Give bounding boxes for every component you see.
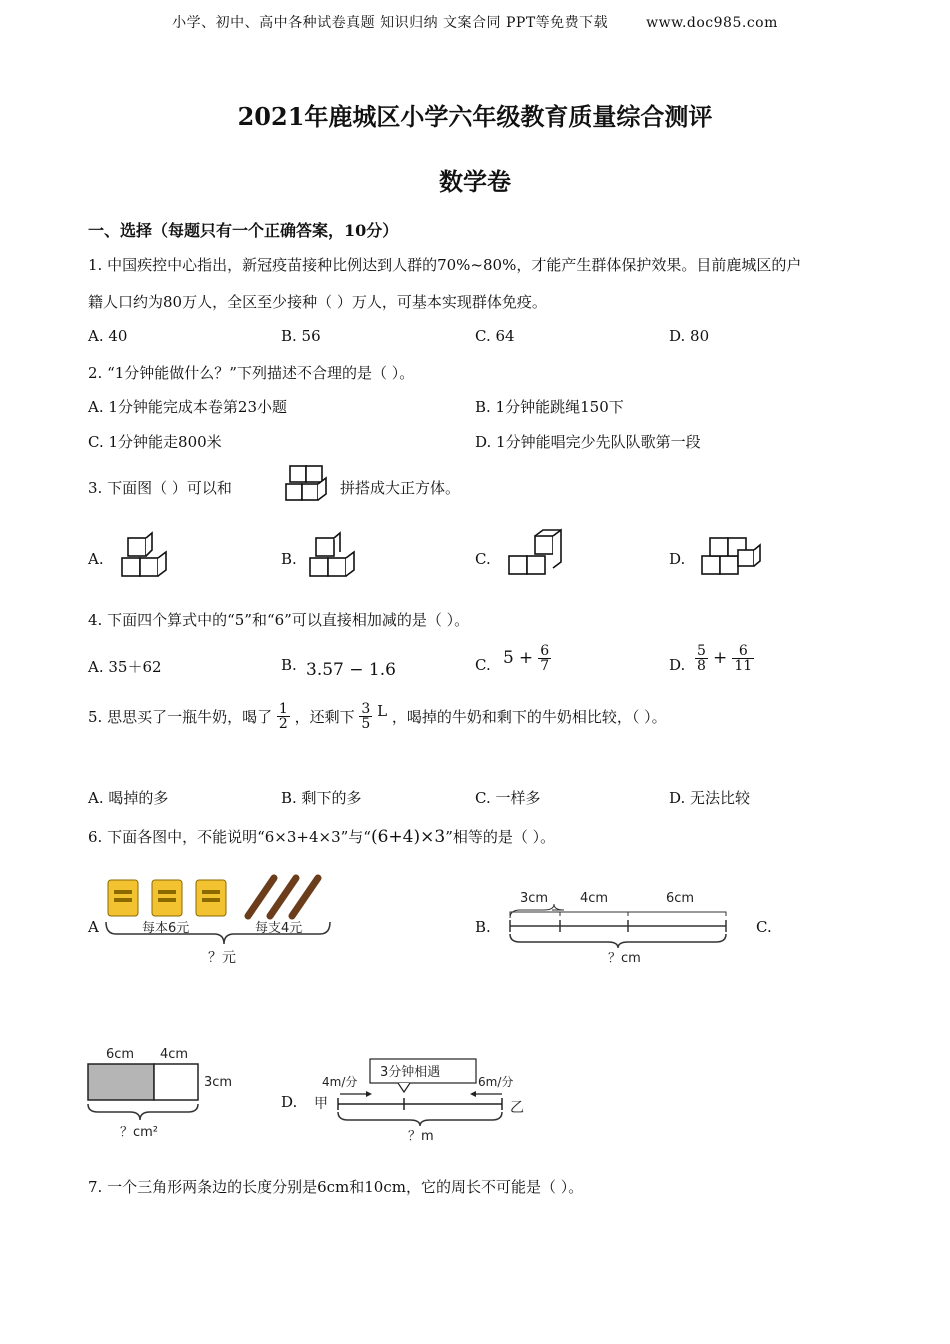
pen-icons — [248, 878, 318, 916]
question-1-line2: 籍人口约为80万人，全区至少接种（ ）万人，可基本实现群体免疫。 — [88, 293, 547, 311]
cube-shape-option-a — [118, 530, 174, 580]
d-left-name: 甲 — [314, 1096, 328, 1112]
b-total: ？cm — [608, 951, 641, 966]
c-whole: 5 — [503, 648, 514, 668]
q6-option-c-figure — [84, 1040, 254, 1140]
question-6-text — [88, 826, 555, 847]
a-total: ？元 — [208, 950, 236, 966]
q5-f1-num: 1 — [278, 701, 288, 717]
question-5-option-d: D. 无法比较 — [669, 789, 751, 807]
a-book-label: 每本6元 — [142, 921, 190, 936]
question-4-option-b-expr: 3.57 − 1.6 — [306, 660, 396, 680]
question-1-option-c: C. 64 — [475, 327, 515, 345]
question-3-option-d: D. — [669, 550, 686, 568]
question-2-option-c: C. 1分钟能走800米 — [88, 433, 222, 451]
q6-post: ”相等的是（ ）。 — [445, 828, 556, 846]
page-header — [0, 12, 950, 32]
q5-mid: ，还剩下 — [294, 708, 355, 726]
question-5-option-a: A. 喝掉的多 — [88, 789, 169, 807]
question-2-text: 2. “1分钟能做什么？”下列描述不合理的是（ ）。 — [88, 364, 415, 382]
q5-f2-num: 3 — [361, 701, 371, 717]
question-4-option-a: A. 35＋62 — [88, 658, 162, 676]
question-2-option-a: A. 1分钟能完成本卷第23小题 — [88, 398, 288, 416]
notebook-icons — [108, 880, 226, 916]
question-3-option-c: C. — [475, 550, 491, 568]
question-4-text: 4. 下面四个算式中的“5”和“6”可以直接相加减的是（ ）。 — [88, 611, 470, 629]
question-1-line1: 1. 中国疾控中心指出，新冠疫苗接种比例达到人群的70%~80%，才能产生群体保护效果。目前鹿城区的户 — [88, 256, 802, 274]
a-pen-label: 每支4元 — [255, 921, 303, 936]
question-4-option-c-label: C. — [475, 656, 491, 674]
q6-expr1: 6×3+4×3 — [264, 828, 341, 846]
question-2-option-d: D. 1分钟能唱完少先队队歌第一段 — [475, 433, 701, 451]
question-4-option-d-expr — [695, 644, 754, 673]
d-right-speed: 6m/分 — [478, 1075, 514, 1089]
q5-pre: 5. 思思买了一瓶牛奶，喝了 — [88, 708, 273, 726]
b-seg1: 3cm — [520, 891, 549, 906]
d-right-name: 乙 — [510, 1100, 524, 1116]
d-num2: 6 — [738, 643, 748, 659]
c-h: 3cm — [204, 1075, 233, 1090]
question-5-option-b: B. 剩下的多 — [281, 789, 362, 807]
q5-f1-den: 2 — [278, 716, 288, 732]
c-op: + — [518, 648, 534, 668]
b-seg2: 4cm — [580, 891, 609, 906]
cube-shape-option-d — [698, 530, 764, 580]
question-3-text-post: 拼搭成大正方体。 — [340, 479, 461, 497]
question-7-text: 7. 一个三角形两条边的长度分别是6cm和10cm，它的周长不可能是（ ）。 — [88, 1178, 584, 1196]
d-left-speed: 4m/分 — [322, 1075, 358, 1089]
q6-option-c-label: C. — [756, 918, 772, 936]
question-1-option-a: A. 40 — [88, 327, 128, 345]
question-5-option-c: C. 一样多 — [475, 789, 541, 807]
c-w1: 6cm — [106, 1047, 135, 1062]
cube-shape-reference — [284, 462, 332, 504]
c-numerator: 6 — [540, 643, 550, 659]
cube-shape-option-b — [306, 530, 362, 580]
q5-unit: L — [377, 702, 388, 720]
header-text: 小学、初中、高中各种试卷真题 知识归纳 文案合同 PPT等免费下载 — [172, 15, 609, 31]
question-3-option-a: A. — [88, 550, 104, 568]
q6-option-b-label: B. — [475, 918, 491, 936]
q6-option-d-figure — [306, 1054, 536, 1146]
q6-pre: 6. 下面各图中，不能说明“ — [88, 828, 265, 846]
q5-post: ，喝掉的牛奶和剩下的牛奶相比较，（ ）。 — [391, 708, 667, 726]
q6-option-d-label: D. — [281, 1093, 298, 1111]
question-3-option-b: B. — [281, 550, 297, 568]
d-op: + — [713, 648, 728, 668]
c-w2: 4cm — [160, 1047, 189, 1062]
d-num1: 5 — [697, 643, 706, 659]
question-1-option-d: D. 80 — [669, 327, 710, 345]
question-4-option-b-label: B. — [281, 656, 297, 674]
d-den2: 11 — [734, 658, 753, 674]
section-heading: 一、选择（每题只有一个正确答案，10分） — [88, 221, 399, 240]
question-5-text — [88, 702, 667, 731]
d-meet: 3分钟相遇 — [380, 1065, 441, 1080]
question-2-option-b: B. 1分钟能跳绳150下 — [475, 398, 624, 416]
q6-option-a-label: A — [88, 918, 99, 936]
question-4-option-d-label: D. — [669, 656, 686, 674]
q6-option-b-figure — [500, 886, 740, 972]
cube-shape-option-c — [505, 522, 567, 580]
q6-option-a-figure — [100, 872, 340, 972]
d-den1: 8 — [697, 658, 706, 674]
question-4-option-c-expr — [503, 644, 551, 673]
q6-expr2: (6+4)×3 — [370, 827, 446, 847]
b-seg3: 6cm — [666, 891, 695, 906]
d-total: ？m — [408, 1129, 434, 1144]
q6-mid: ”与“ — [340, 828, 371, 846]
q5-f2-den: 5 — [361, 716, 371, 732]
exam-subtitle: 数学卷 — [439, 167, 511, 196]
c-denominator: 7 — [540, 658, 550, 674]
header-site: www.doc985.com — [646, 15, 778, 31]
exam-title: 2021年鹿城区小学六年级教育质量综合测评 — [237, 102, 713, 131]
question-3-text-pre: 3. 下面图（ ）可以和 — [88, 479, 232, 497]
c-total: ？cm² — [120, 1125, 159, 1140]
question-1-option-b: B. 56 — [281, 327, 321, 345]
